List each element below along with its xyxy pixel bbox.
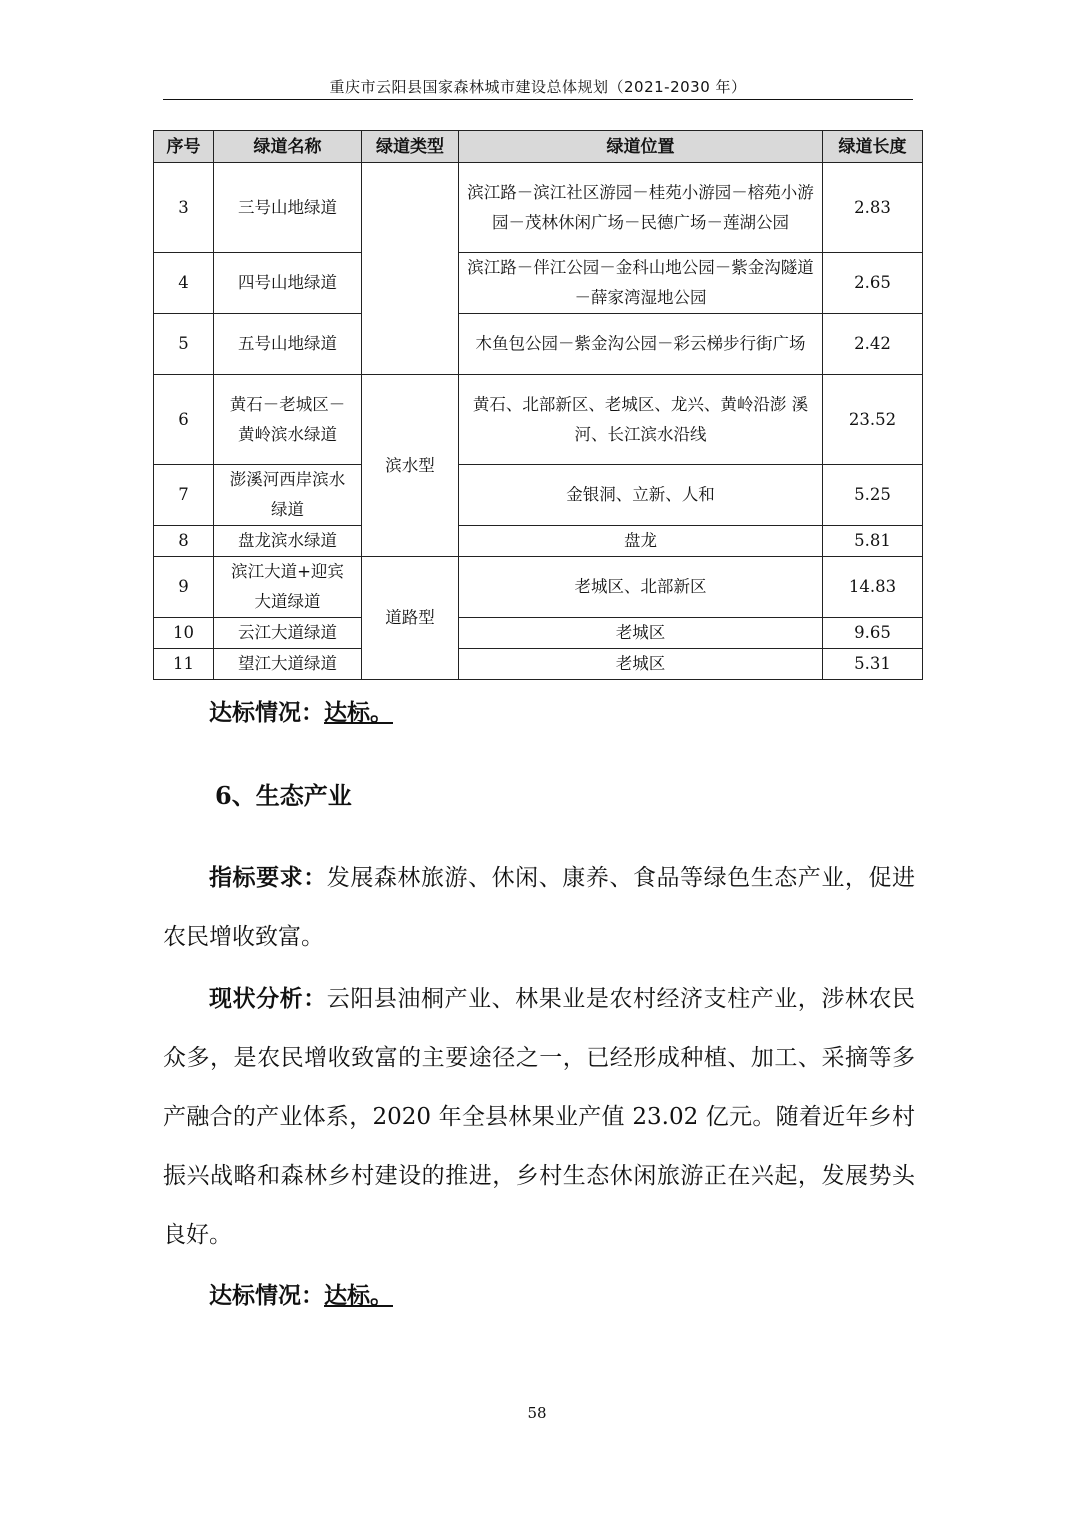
col-header-type: 绿道类型 [362, 131, 459, 163]
cell-location: 金银洞、立新、人和 [459, 465, 823, 526]
table-row [154, 314, 923, 375]
cell-name: 滨江大道+迎宾大道绿道 [214, 557, 362, 618]
cell-type-waterfront: 滨水型 [362, 375, 459, 557]
cell-no: 6 [154, 375, 214, 465]
table-row [154, 375, 923, 465]
cell-location: 木鱼包公园－紫金沟公园－彩云梯步行街广场 [459, 314, 823, 375]
col-header-no: 序号 [154, 131, 214, 163]
cell-type-mountain [362, 163, 459, 375]
cell-no: 8 [154, 526, 214, 557]
cell-no: 4 [154, 253, 214, 314]
table-header-row [154, 131, 923, 163]
cell-length: 2.83 [823, 163, 923, 253]
cell-name: 五号山地绿道 [214, 314, 362, 375]
analysis-paragraph [163, 969, 915, 1265]
table-row [154, 253, 923, 314]
col-header-location: 绿道位置 [459, 131, 823, 163]
cell-no: 7 [154, 465, 214, 526]
cell-name: 云江大道绿道 [214, 618, 362, 649]
table-row [154, 163, 923, 253]
table-row [154, 465, 923, 526]
table-row [154, 526, 923, 557]
cell-length: 23.52 [823, 375, 923, 465]
running-header: 重庆市云阳县国家森林城市建设总体规划（2021-2030 年） [329, 78, 747, 96]
cell-length: 5.81 [823, 526, 923, 557]
analysis-label: 现状分析： [209, 985, 327, 1012]
requirement-label: 指标要求： [209, 864, 327, 891]
table-row [154, 557, 923, 618]
cell-no: 9 [154, 557, 214, 618]
cell-length: 9.65 [823, 618, 923, 649]
table-row [154, 618, 923, 649]
cell-length: 2.42 [823, 314, 923, 375]
col-header-name: 绿道名称 [214, 131, 362, 163]
cell-length: 5.31 [823, 649, 923, 680]
status-paragraph [163, 683, 915, 743]
cell-no: 5 [154, 314, 214, 375]
requirement-paragraph [163, 848, 915, 967]
cell-length: 5.25 [823, 465, 923, 526]
col-header-length: 绿道长度 [823, 131, 923, 163]
cell-name: 盘龙滨水绿道 [214, 526, 362, 557]
greenway-table [153, 130, 923, 680]
cell-name: 四号山地绿道 [214, 253, 362, 314]
section-heading: 6、生态产业 [215, 781, 352, 810]
cell-location: 老城区 [459, 649, 823, 680]
cell-location: 黄石、北部新区、老城区、龙兴、黄岭沿澎 溪河、长江滨水沿线 [459, 375, 823, 465]
status-label: 达标情况： [209, 1282, 324, 1309]
cell-location: 老城区、北部新区 [459, 557, 823, 618]
requirement-text: 发展森林旅游、休闲、康养、食品等绿色生态产业，促进农民增收致富。 [163, 865, 916, 950]
cell-type-road: 道路型 [362, 557, 459, 680]
cell-name: 望江大道绿道 [214, 649, 362, 680]
status-label: 达标情况： [209, 699, 324, 726]
cell-location: 盘龙 [459, 526, 823, 557]
cell-name: 黄石－老城区－黄岭滨水绿道 [214, 375, 362, 465]
cell-length: 2.65 [823, 253, 923, 314]
analysis-text: 云阳县油桐产业、林果业是农村经济支柱产业，涉林农民众多，是农民增收致富的主要途径之一，已经形成种植、加工、采摘等多产融合的产业体系，2020 年全县林果业产值 23.02 亿元。随着近年乡村振兴战略和森林乡村建设的推进，乡村生态休闲旅游正在兴起，发展势头良好。 [163, 986, 916, 1248]
cell-location: 老城区 [459, 618, 823, 649]
header-rule [163, 99, 913, 100]
cell-no: 3 [154, 163, 214, 253]
cell-name: 澎溪河西岸滨水绿道 [214, 465, 362, 526]
status-paragraph-2 [163, 1266, 915, 1326]
cell-no: 11 [154, 649, 214, 680]
cell-location: 滨江路－伴江公园－金科山地公园－紫金沟隧道－薛家湾湿地公园 [459, 253, 823, 314]
cell-name: 三号山地绿道 [214, 163, 362, 253]
cell-no: 10 [154, 618, 214, 649]
status-value: 达标。 [324, 1282, 393, 1309]
cell-length: 14.83 [823, 557, 923, 618]
cell-location: 滨江路－滨江社区游园－桂苑小游园－榕苑小游园－茂林休闲广场－民德广场－莲湖公园 [459, 163, 823, 253]
page-number: 58 [527, 1404, 547, 1422]
table-row [154, 649, 923, 680]
status-value: 达标。 [324, 699, 393, 726]
